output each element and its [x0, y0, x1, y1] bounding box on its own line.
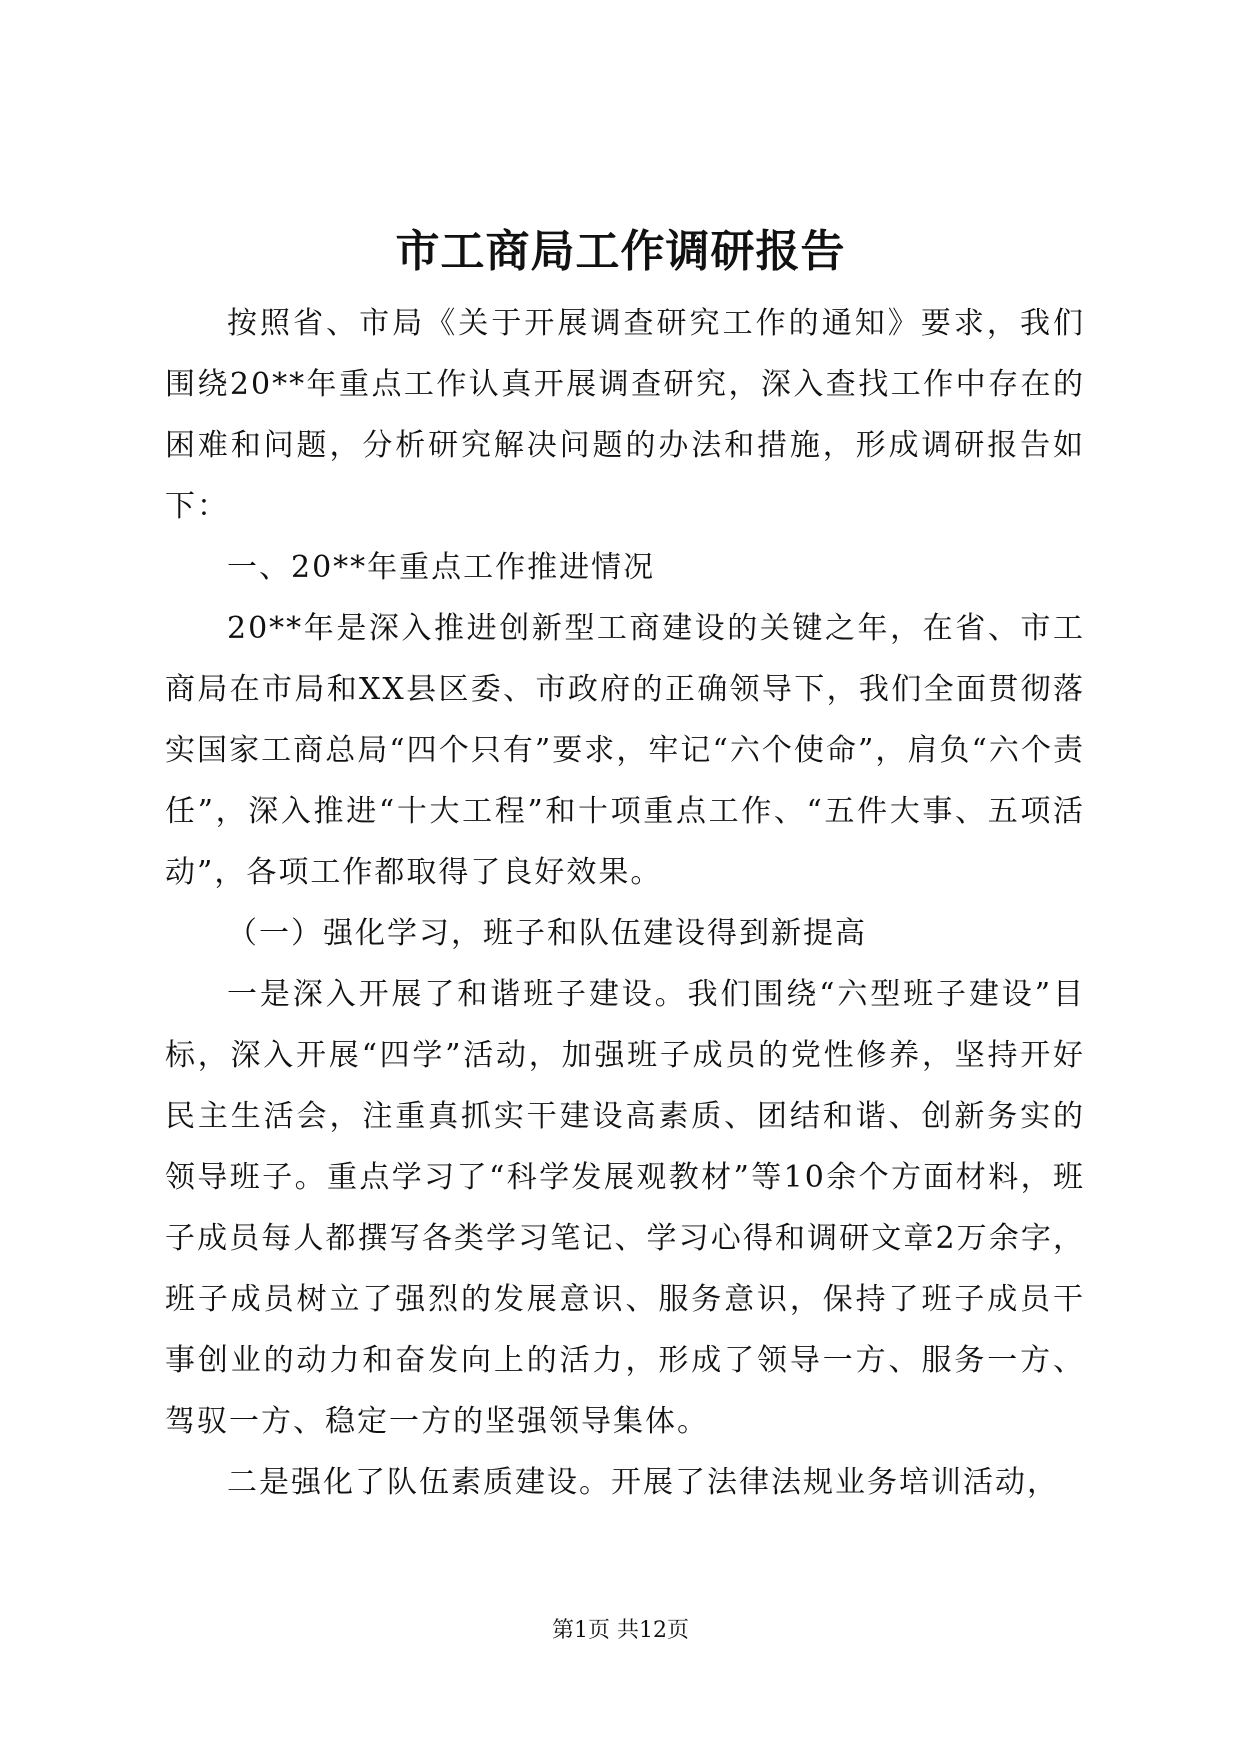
body-paragraph: 一是深入开展了和谐班子建设。我们围绕“六型班子建设”目标，深入开展“四学”活动，加强班子成员的党性修养，坚持开好民主生活会，注重真抓实干建设高素质、团结和谐、创新务实的领导班子。重点学习了“科学发展观教材”等10余个方面材料，班子成员每人都撰写各类学习笔记、学习心得和调研文章2万余字，班子成员树立了强烈的发展意识、服务意识，保持了班子成员干事创业的动力和奋发向上的活力，形成了领导一方、服务一方、驾驭一方、稳定一方的坚强领导集体。 — [165, 977, 1085, 1439]
section-heading: 一、20**年重点工作推进情况 — [227, 550, 656, 585]
document-title: 市工商局工作调研报告 — [395, 226, 846, 277]
page-footer: 第1页 共12页 — [552, 1618, 689, 1643]
body-paragraph: 二是强化了队伍素质建设。开展了法律法规业务培训活动， — [227, 1465, 1059, 1500]
section-paragraph: 20**年是深入推进创新型工商建设的关键之年，在省、市工商局在市局和XX县区委、市政府的正确领导下，我们全面贯彻落实国家工商总局“四个只有”要求，牢记“六个使命”，肩负“六个责任”，深入推进“十大工程”和十项重点工作、“五件大事、五项活动”，各项工作都取得了良好效果。 — [165, 611, 1085, 890]
intro-paragraph: 按照省、市局《关于开展调查研究工作的通知》要求，我们围绕20**年重点工作认真开展调查研究，深入查找工作中存在的困难和问题，分析研究解决问题的办法和措施，形成调研报告如下： — [165, 306, 1085, 524]
document-body — [165, 293, 1085, 1513]
subsection-heading: （一）强化学习，班子和队伍建设得到新提高 — [227, 916, 867, 951]
